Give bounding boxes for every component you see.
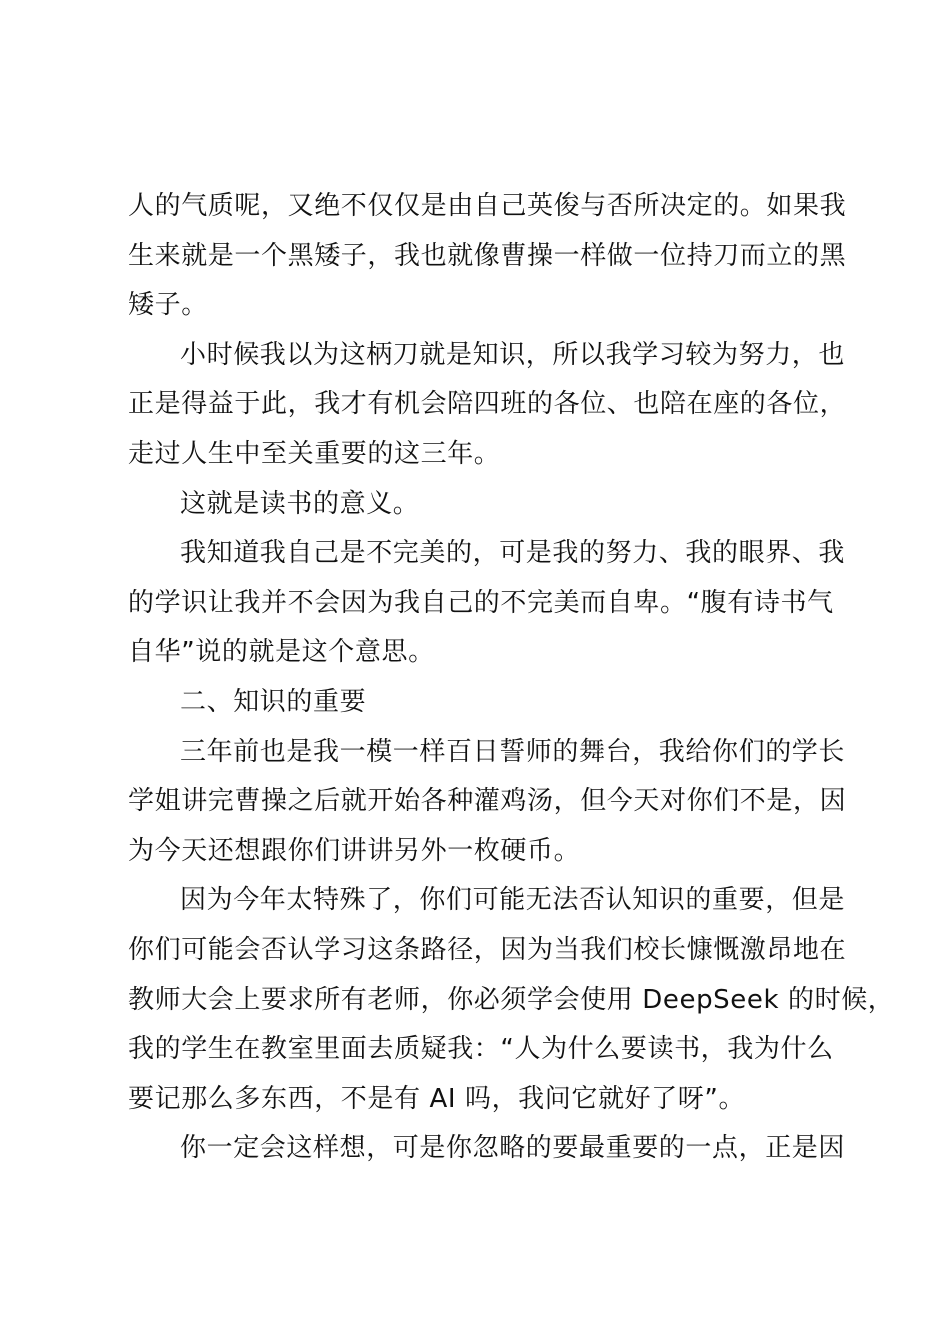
paragraph-start-line: 这就是读书的意义。 [180, 488, 420, 519]
text-line: 为今天还想跟你们讲讲另外一枚硬币。 [128, 835, 581, 866]
document-body [128, 182, 895, 1174]
text-line: 要记那么多东西，不是有 AI 吗，我问它就好了呀”。 [128, 1083, 746, 1114]
paragraph-start-line: 你一定会这样想，可是你忽略的要最重要的一点，正是因 [180, 1133, 846, 1164]
text-line: 矮子。 [128, 290, 208, 321]
paragraph-start-line: 小时候我以为这柄刀就是知识，所以我学习较为努力，也 [180, 339, 846, 370]
text-line: 的学识让我并不会因为我自己的不完美而自卑。“腹有诗书气 [128, 587, 834, 618]
paragraph-start-line: 三年前也是我一模一样百日誓师的舞台，我给你们的学长 [180, 736, 846, 767]
text-line: 我的学生在教室里面去质疑我：“人为什么要读书，我为什么 [128, 1034, 834, 1065]
text-line: 走过人生中至关重要的这三年。 [128, 438, 501, 469]
section-heading: 二、知识的重要 [180, 686, 367, 717]
text-line: 正是得益于此，我才有机会陪四班的各位、也陪在座的各位， [128, 389, 847, 420]
paragraph-start-line: 我知道我自己是不完美的，可是我的努力、我的眼界、我 [180, 538, 846, 569]
text-line: 生来就是一个黑矮子，我也就像曹操一样做一位持刀而立的黑 [128, 240, 847, 271]
text-line: 教师大会上要求所有老师，你必须学会使用 DeepSeek 的时候， [128, 984, 895, 1015]
text-line: 你们可能会否认学习这条路径，因为当我们校长慷慨激昂地在 [128, 934, 847, 965]
text-line: 人的气质呢，又绝不仅仅是由自己英俊与否所决定的。如果我 [128, 191, 847, 221]
text-line: 学姐讲完曹操之后就开始各种灌鸡汤，但今天对你们不是，因 [128, 786, 847, 817]
text-line: 自华”说的就是这个意思。 [128, 637, 435, 668]
paragraph-start-line: 因为今年太特殊了，你们可能无法否认知识的重要，但是 [180, 885, 846, 916]
